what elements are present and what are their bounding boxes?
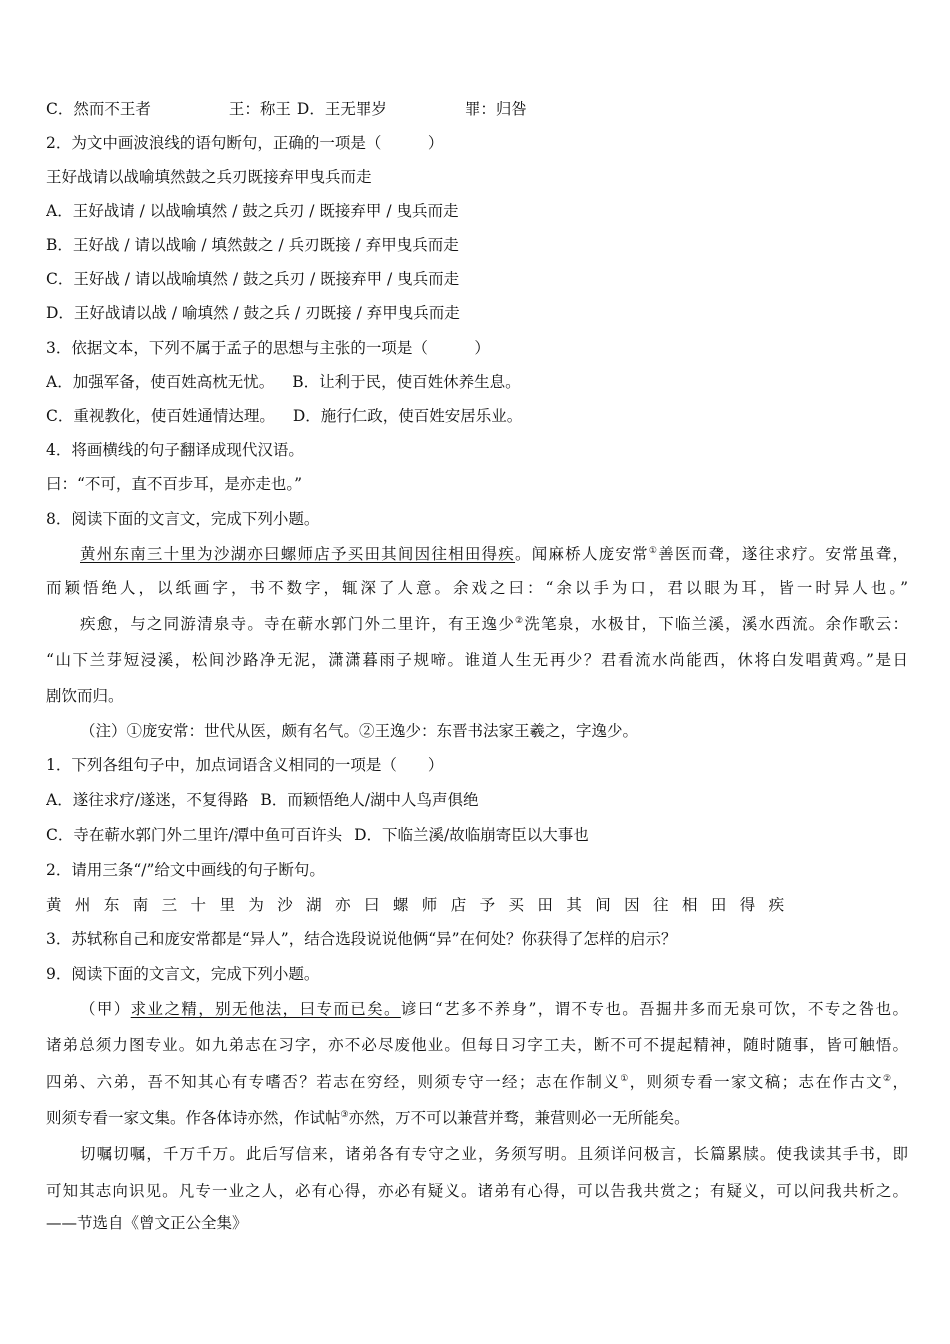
spaced-char: 沙 (277, 896, 293, 914)
option-line-c-d (46, 98, 908, 120)
passage-8-para1-line2: 而颖悟绝人，以纸画字，书不数字，辄深了人意。余戏之曰：“余以手为口，君以眼为耳，皆一时异人也。” (46, 579, 908, 597)
question-3-prompt: 3．依据文本，下列不属于孟子的思想与主张的一项是（ ） (46, 339, 490, 357)
spaced-char: 往 (653, 896, 669, 914)
spaced-char: 店 (450, 896, 467, 914)
option-d-gloss: 罪：归咎 (464, 100, 527, 118)
question-2-option-b: B．王好战 / 请以战喻 / 填然鼓之 / 兵刃既接 / 弃甲曳兵而走 (46, 236, 459, 254)
spaced-char: 田 (537, 896, 553, 914)
spaced-char: 相 (681, 896, 698, 914)
passage-8-para2-line1: 疾愈，与之同游清泉寺。寺在蕲水郭门外二里许，有王逸少②洗笔泉，水极甘，下临兰溪，溪水西流。余作歌云： (80, 615, 908, 633)
question-3-option-d: D．施行仁政，使百姓安居乐业。 (292, 407, 523, 425)
question-2-sentence: 王好战请以战喻填然鼓之兵刃既接弃甲曳兵而走 (46, 168, 372, 186)
spaced-char: 亦 (335, 896, 351, 914)
spaced-char: 其 (566, 896, 582, 914)
option-c-gloss: 王：称王 (228, 100, 291, 118)
section-9-heading: 9．阅读下面的文言文，完成下列小题。 (46, 965, 320, 983)
question-2-option-d: D．王好战请以战 / 喻填然 / 鼓之兵 / 刃既接 / 弃甲曳兵而走 (46, 304, 460, 322)
passage-9-para1-line1: （甲）求业之精，别无他法，曰专而已矣。谚曰“艺多不养身”，谓不专也。吾掘井多而无泉可饮，不专之咎也。 (80, 1000, 908, 1018)
footnote-9-2-marker: ② (883, 1074, 893, 1084)
question-8-1-option-d: D．下临兰溪/故临崩寄臣以大事也 (354, 826, 589, 844)
passage-9-para1-line3: 四弟、六弟，吾不知其心有专嗜否？若志在穷经，则须专守一经；志在作制义①，则须专看一家文稿；志在作古文②， (46, 1073, 908, 1091)
question-8-2-prompt: 2．请用三条“/”给文中画线的句子断句。 (46, 861, 325, 879)
passage-8-notes: （注）①庞安常：世代从医，颇有名气。②王逸少：东晋书法家王羲之，字逸少。 (80, 722, 639, 740)
question-2-prompt: 2．为文中画波浪线的语句断句，正确的一项是（ ） (46, 134, 444, 152)
question-8-1-options-cd (46, 824, 908, 846)
passage-9-para1-line2: 诸弟总须力图专业。如九弟志在习字，亦不必尽废他业。但每日习字工夫，断不可不提起精神，随时随事，皆可触悟。 (46, 1036, 908, 1054)
question-3-options-ab (46, 371, 908, 393)
option-d: D．王无罪岁 (296, 100, 387, 118)
question-4-sentence: 曰：“不可，直不百步耳，是亦走也。” (46, 475, 303, 493)
spaced-char: 三 (161, 896, 178, 914)
footnote-1-marker: ① (648, 546, 659, 556)
question-2-option-c: C．王好战 / 请以战喻填然 / 鼓之兵刃 / 既接弃甲 / 曳兵而走 (46, 270, 460, 288)
spaced-char: 十 (190, 896, 207, 914)
spaced-char: 东 (103, 896, 120, 914)
passage-8-para2-line2: “山下兰芽短浸溪，松间沙路净无泥，潇潇暮雨子规啼。谁道人生无再少？君看流水尚能西，休将白发唱黄鸡。”是日 (46, 651, 908, 669)
passage-8-para2-line3: 剧饮而归。 (46, 687, 124, 705)
spaced-char: 师 (421, 896, 438, 914)
question-8-1-prompt: 1．下列各组句子中，加点词语含义相同的一项是（ ） (46, 756, 444, 774)
question-8-1-option-c: C．寺在蕲水郭门外二里许/潭中鱼可百许头 (46, 826, 343, 844)
question-8-1-options-ab (46, 789, 908, 811)
spaced-char: 得 (739, 896, 756, 914)
question-8-1-option-a: A．遂往求疗/遂迷，不复得路 (46, 791, 249, 809)
option-c: C．然而不王者 (46, 100, 151, 118)
passage-9-para2-line2: 可知其志向识见。凡专一业之人，必有心得，亦必有疑义。诸弟有心得，可以告我共赏之；有疑义，可以问我共析之。 (46, 1182, 908, 1200)
spaced-char: 疾 (768, 896, 785, 914)
spaced-char: 里 (219, 896, 235, 914)
spaced-char: 湖 (306, 896, 322, 914)
spaced-char: 田 (710, 896, 727, 914)
section-8-heading: 8．阅读下面的文言文，完成下列小题。 (46, 510, 320, 528)
spaced-char: 间 (595, 896, 611, 914)
spaced-char: 螺 (392, 896, 409, 914)
spaced-char: 曰 (363, 896, 380, 914)
question-4-prompt: 4．将画横线的句子翻译成现代汉语。 (46, 441, 304, 459)
passage-9-para1-line4: 则须专看一家文集。作各体诗亦然，作试帖③亦然，万不可以兼营并骛，兼营则必一无所能矣。 (46, 1109, 690, 1127)
question-3-option-c: C．重视教化，使百姓通情达理。 (46, 407, 275, 425)
spaced-char: 买 (508, 896, 525, 914)
spaced-char: 南 (132, 896, 149, 914)
footnote-9-1-marker: ① (620, 1074, 630, 1084)
spaced-char: 予 (479, 896, 496, 914)
passage-9-para2-line1: 切嘱切嘱，千万千万。此后写信来，诸弟各有专守之业，务须写明。且须详问极言，长篇累牍。使我读其手书，即 (80, 1145, 908, 1163)
passage-9-source: ——节选自《曾文正公全集》 (46, 1214, 248, 1232)
question-3-option-a: A．加强军备，使百姓高枕无忧。 (46, 373, 275, 391)
spaced-char: 因 (624, 896, 640, 914)
spaced-char: 为 (248, 896, 264, 914)
spaced-char: 州 (74, 896, 91, 914)
question-8-1-option-b: B．而颖悟绝人/湖中人鸟声俱绝 (260, 791, 479, 809)
footnote-9-3-marker: ③ (340, 1110, 349, 1120)
spaced-char: 黄 (46, 896, 62, 914)
question-3-option-b: B．让利于民，使百姓休养生息。 (292, 373, 521, 391)
question-2-option-a: A．王好战请 / 以战喻填然 / 鼓之兵刃 / 既接弃甲 / 曳兵而走 (46, 202, 459, 220)
question-3-options-cd (46, 405, 908, 427)
underlined-sentence-9: 求业之精，别无他法，曰专而已矣。 (130, 1000, 401, 1018)
passage-8-para1-line1: 黄州东南三十里为沙湖亦曰螺师店予买田其间因往相田得疾。闻麻桥人庞安常①善医而聋，遂往求疗。安常虽聋， (80, 545, 908, 563)
question-8-3-prompt: 3．苏轼称自己和庞安常都是“异人”，结合选段说说他俩“异”在何处？你获得了怎样的启示？ (46, 930, 677, 948)
footnote-2-marker: ② (515, 616, 525, 626)
question-8-2-sentence (46, 894, 908, 916)
underlined-sentence: 黄州东南三十里为沙湖亦曰螺师店予买田其间因往相田得疾 (80, 545, 516, 563)
